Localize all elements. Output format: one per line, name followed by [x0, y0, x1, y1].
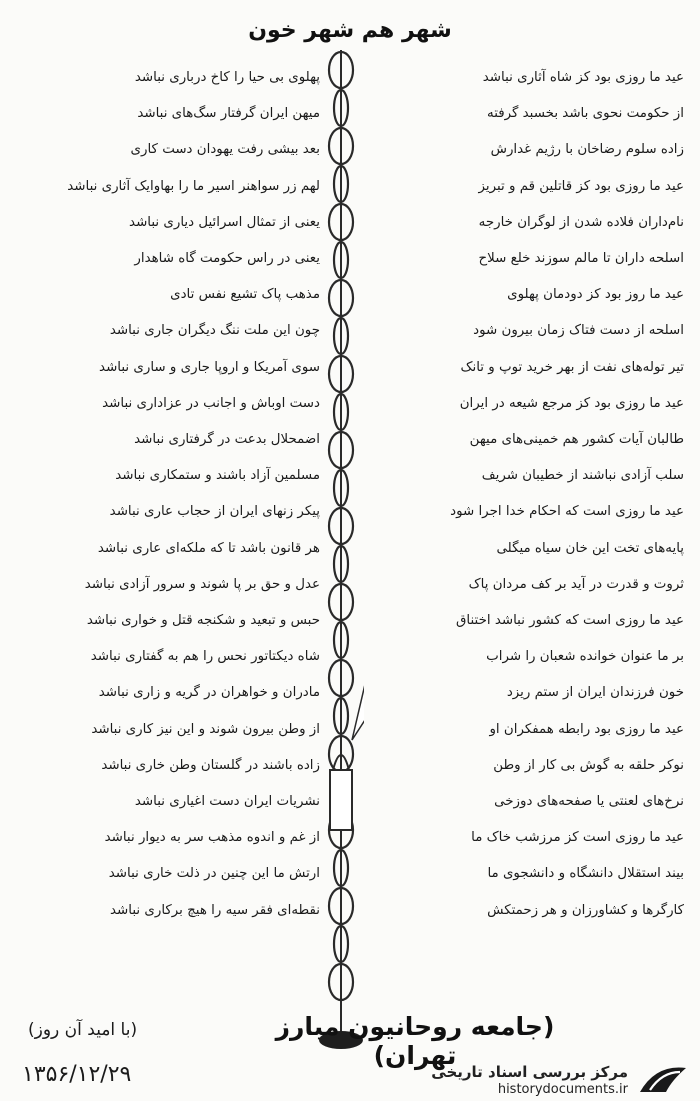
fist-drawing: [352, 680, 364, 740]
left-verse-line: عدل و حق بر پا شوند و سرور آزادی نباشد: [84, 576, 320, 592]
right-verse-line: عید ما روزی بود کز قاتلین قم و تبریز: [478, 178, 684, 194]
right-verse-line: عید ما روزی است که کشور نباشد اختناق: [456, 613, 684, 629]
right-verse-line: سلب آزادی نباشند از خطیبان شریف: [481, 468, 684, 484]
archive-url: historydocuments.ir: [497, 1082, 628, 1097]
left-verse-line: یعنی از تمثال اسرائیل دیاری نباشد: [129, 214, 320, 230]
right-verse-line: عید ما روز بود کز دودمان پهلوی: [507, 287, 684, 303]
left-verse-line: پیکر زنهای ایران از حجاب عاری نباشد: [109, 504, 320, 520]
right-verse-line: تیر توله‌های نفت از بهر خرید توپ و تانک: [460, 359, 684, 375]
left-verse-line: بعد بیشی رفت یهودان دست کاری: [130, 142, 320, 158]
left-verse-line: دست اوباش و اجانب در عزاداری نباشد: [102, 395, 320, 411]
left-verse-column: [22, 60, 320, 929]
left-verse-line: نشریات ایران دست اغیاری نباشد: [134, 794, 320, 810]
right-verse-column: [362, 60, 684, 929]
chain-illustration: [318, 40, 364, 1060]
right-verse-line: بیند استقلال دانشگاه و دانشجوی ما: [487, 866, 684, 882]
left-verse-line: مذهب پاک تشیع نفس تادی: [170, 287, 320, 303]
left-verse-line: اضمحلال بدعت در گرفتاری نباشد: [134, 432, 320, 448]
left-verse-line: زاده باشند در گلستان وطن خاری نباشد: [101, 757, 320, 773]
left-verse-line: چون این ملت ننگ دیگران جاری نباشد: [109, 323, 320, 339]
right-verse-line: عید ما روزی بود کز مرجع شیعه در ایران: [459, 395, 684, 411]
left-verse-line: از وطن بیرون شوند و این نیز کاری نباشد: [91, 721, 320, 737]
right-verse-line: طالبان آیات کشور هم خمینی‌های میهن: [469, 432, 684, 448]
left-verse-line: هر قانون باشد تا که ملکه‌ای عاری نباشد: [97, 540, 320, 556]
hope-slogan: (با امید آن روز): [28, 1020, 138, 1040]
left-verse-line: حبس و تبعید و شکنجه قتل و خواری نباشد: [86, 613, 320, 629]
left-verse-line: از غم و اندوه مذهب سر به دیوار نباشد: [104, 830, 320, 846]
padlock-body: [330, 770, 352, 830]
right-verse-line: از حکومت نحوی باشد بخسبد گرفته: [487, 106, 684, 122]
archive-logo-icon: [636, 1062, 690, 1096]
left-verse-line: مسلمین آزاد باشند و ستمکاری نباشد: [115, 468, 320, 484]
right-verse-line: اسلحه از دست فتاک زمان بیرون شود: [473, 323, 684, 339]
right-verse-line: عید ما روزی بود کز شاه آثاری نباشد: [482, 70, 684, 85]
document-title: شهر هم شهر خون: [248, 18, 452, 43]
right-verse-line: عید ما روزی بود رابطه همفکران او: [489, 721, 684, 737]
document-date: ۱۳۵۶/۱۲/۲۹: [22, 1062, 132, 1087]
left-verse-line: شاه دیکتاتور نحس را هم به گفتاری نباشد: [90, 649, 320, 665]
right-verse-line: بر ما عنوان خوانده شعبان را شراب: [486, 649, 684, 665]
left-verse-line: یعنی در راس حکومت گاه شاهدار: [134, 251, 320, 267]
right-verse-line: ثروت و قدرت در آید بر کف مردان پاک: [468, 576, 684, 592]
right-verse-line: عید ما روزی است که احکام خدا اجرا شود: [450, 504, 684, 520]
left-verse-line: سوی آمریکا و اروپا جاری و ساری نباشد: [99, 359, 320, 375]
right-verse-line: اسلحه داران تا مالم سوزند خلع سلاح: [478, 251, 684, 267]
signature-footer: (جامعه روحانیون مبارز تهران): [275, 1012, 555, 1070]
archive-name: مرکز بررسی اسناد تاریخی: [431, 1063, 628, 1081]
left-verse-line: مادران و خواهران در گریه و زاری نباشد: [98, 685, 320, 701]
right-verse-line: عید ما روزی است کز مرزشب خاک ما: [471, 830, 684, 846]
left-verse-line: لهم زر سواهنر اسیر ما را بهاوایک آثاری نباشد: [67, 178, 320, 194]
right-verse-line: نرخ‌های لعنتی یا صفحه‌های دوزخی: [494, 794, 684, 810]
left-verse-line: ارتش ما این چنین در ذلت خاری نباشد: [108, 866, 320, 882]
right-verse-line: نوکر حلقه به گوش بی کار از وطن: [493, 757, 684, 773]
right-verse-line: کارگرها و کشاورزان و هر زحمتکش: [487, 902, 684, 918]
right-verse-line: خون فرزندان ایران از ستم ریزد: [506, 685, 684, 701]
right-verse-line: پایه‌های تخت این خان سیاه میگلی: [496, 540, 684, 556]
left-verse-line: میهن ایران گرفتار سگ‌های نباشد: [137, 106, 320, 122]
right-verse-line: زاده سلوم رضاخان با رژیم غدارش: [490, 142, 684, 158]
right-verse-line: نام‌داران فلاده شدن از لوگران خارجه: [478, 214, 684, 230]
left-verse-line: پهلوی بی حیا را کاخ درباری نباشد: [134, 70, 320, 85]
left-verse-line: نقطه‌ای فقر سیه را هیچ برکاری نباشد: [110, 902, 320, 918]
